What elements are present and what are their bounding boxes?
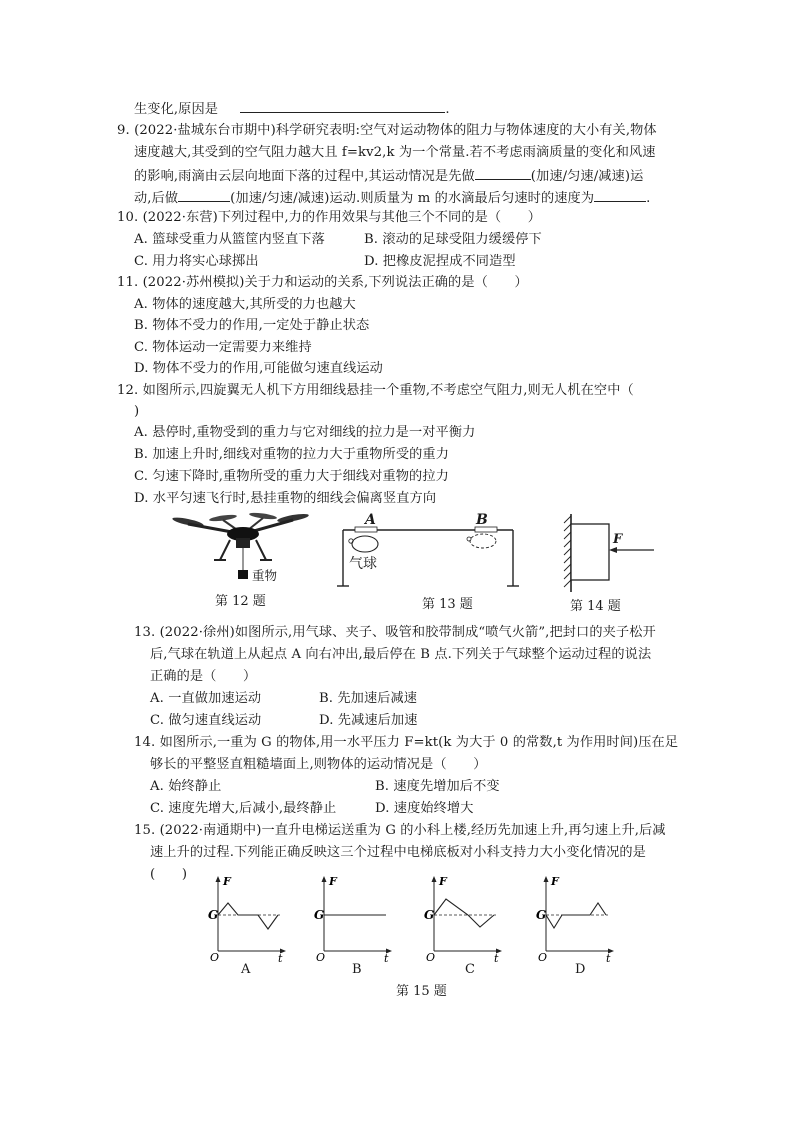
- q11-option-b[interactable]: B. 物体不受力的作用,一定处于静止状态: [134, 318, 370, 333]
- fig15-caption: 第 15 题: [396, 984, 447, 999]
- graph-d-o: O: [538, 951, 548, 963]
- graph-a-label: A: [241, 962, 251, 977]
- q14-option-a[interactable]: A. 始终静止: [150, 779, 222, 794]
- q11-option-c[interactable]: C. 物体运动一定需要力来维持: [134, 340, 312, 355]
- q13-option-c[interactable]: C. 做匀速直线运动: [150, 713, 262, 728]
- q12-stem-bracket: ): [134, 404, 140, 419]
- q15-line1: 15. (2022·南通期中)一直升电梯运送重为 G 的小科上楼,经历先加速上升,再匀速上升,后减: [134, 823, 666, 838]
- q14-option-b[interactable]: B. 速度先增加后不变: [375, 779, 500, 794]
- q12-option-d[interactable]: D. 水平匀速飞行时,悬挂重物的细线会偏离竖直方向: [134, 491, 437, 506]
- fig14-force-label: F: [613, 532, 623, 547]
- q14-option-d[interactable]: D. 速度始终增大: [375, 801, 474, 816]
- q12-option-c[interactable]: C. 匀速下降时,重物所受的重力大于细线对重物的拉力: [134, 469, 449, 484]
- fig13-point-b: B: [476, 512, 488, 528]
- graph-c-g: G: [424, 908, 435, 922]
- q12-option-b[interactable]: B. 加速上升时,细线对重物的拉力大于重物所受的重力: [134, 447, 449, 462]
- q13-line3: 正确的是（ ）: [150, 669, 257, 684]
- q13-line2: 后,气球在轨道上从起点 A 向右冲出,最后停在 B 点.下列关于气球整个运动过程的说法: [150, 647, 652, 662]
- fig13-balloon-label: 气球: [349, 556, 377, 572]
- q10-option-d[interactable]: D. 把橡皮泥捏成不同造型: [364, 254, 516, 269]
- q9-blank-3[interactable]: [594, 187, 646, 202]
- q15-line2: 速上升的过程.下列能正确反映这三个过程中电梯底板对小科支持力大小变化情况的是: [150, 845, 646, 860]
- q8-tail: 生变化,原因是 .: [134, 98, 450, 120]
- q10-option-a[interactable]: A. 篮球受重力从篮筐内竖直下落: [134, 232, 325, 247]
- q13-line1: 13. (2022·徐州)如图所示,用气球、夹子、吸管和胶带制成“喷气火箭”,把封口的夹子松开: [134, 625, 656, 640]
- graph-a[interactable]: [200, 873, 290, 963]
- q11-option-a[interactable]: A. 物体的速度越大,其所受的力也越大: [134, 297, 356, 312]
- q9-line4: 动,后做 (加速/匀速/减速)运动.则质量为 m 的水滴最后匀速时的速度为 .: [134, 187, 650, 209]
- graph-d-label: D: [575, 962, 586, 977]
- q14-line1: 14. 如图所示,一重为 G 的物体,用一水平压力 F=kt(k 为大于 0 的常数,t 为作用时间)压在足: [134, 735, 679, 750]
- wall-block-figure: [558, 510, 658, 596]
- q11-stem: 11. (2022·苏州模拟)关于力和运动的关系,下列说法正确的是（ ）: [117, 275, 528, 290]
- q13-option-a[interactable]: A. 一直做加速运动: [150, 691, 262, 706]
- q10-stem: 10. (2022·东营)下列过程中,力的作用效果与其他三个不同的是（ ）: [117, 210, 542, 225]
- q10-option-c[interactable]: C. 用力将实心球掷出: [134, 254, 259, 269]
- drone-weight-label: 重物: [252, 568, 278, 583]
- q8-answer-blank[interactable]: [240, 98, 445, 113]
- graph-b-g: G: [314, 908, 325, 922]
- graph-d-t: t: [606, 952, 611, 963]
- q9-line1: 9. (2022·盐城东台市期中)科学研究表明:空气对运动物体的阻力与物体速度的大小有关,物体: [117, 123, 657, 138]
- fig13-point-a: A: [365, 512, 376, 528]
- q13-option-b[interactable]: B. 先加速后减速: [319, 691, 418, 706]
- graph-b-o: O: [316, 951, 326, 963]
- q13-option-d[interactable]: D. 先减速后加速: [319, 713, 418, 728]
- fig12-caption: 第 12 题: [215, 594, 266, 609]
- graph-d-g: G: [536, 908, 547, 922]
- graph-c-f: F: [439, 875, 447, 888]
- q9-blank-2[interactable]: [178, 187, 230, 202]
- graph-b-t: t: [384, 952, 389, 963]
- graph-b-f: F: [329, 875, 337, 888]
- fig14-caption: 第 14 题: [570, 599, 621, 614]
- graph-a-f: F: [223, 875, 231, 888]
- drone-figure: [168, 508, 318, 588]
- q11-option-d[interactable]: D. 物体不受力的作用,可能做匀速直线运动: [134, 361, 383, 376]
- q14-option-c[interactable]: C. 速度先增大,后减小,最终静止: [150, 801, 337, 816]
- fig13-caption: 第 13 题: [422, 597, 473, 612]
- graph-c-t: t: [494, 952, 499, 963]
- q12-option-a[interactable]: A. 悬停时,重物受到的重力与它对细线的拉力是一对平衡力: [134, 425, 476, 440]
- q12-stem: 12. 如图所示,四旋翼无人机下方用细线悬挂一个重物,不考虑空气阻力,则无人机在空中（: [117, 383, 634, 398]
- graph-b[interactable]: [306, 873, 396, 963]
- q9-line2: 速度越大,其受到的空气阻力越大且 f=kv2,k 为一个常量.若不考虑雨滴质量的变化和风速: [134, 145, 656, 160]
- graph-d-f: F: [551, 875, 559, 888]
- graph-a-g: G: [208, 908, 219, 922]
- graph-d[interactable]: [528, 873, 618, 963]
- graph-b-label: B: [352, 962, 362, 977]
- q9-line3: 的影响,雨滴由云层向地面下落的过程中,其运动情况是先做 (加速/匀速/减速)运: [134, 165, 643, 187]
- graph-c-o: O: [426, 951, 436, 963]
- graph-a-t: t: [278, 952, 283, 963]
- graph-c-label: C: [465, 962, 475, 977]
- graph-a-o: O: [210, 951, 220, 963]
- q10-option-b[interactable]: B. 滚动的足球受阻力缓缓停下: [364, 232, 542, 247]
- graph-c[interactable]: [416, 873, 506, 963]
- q14-line2: 够长的平整竖直粗糙墙面上,则物体的运动情况是（ ）: [150, 757, 487, 772]
- q9-blank-1[interactable]: [475, 165, 531, 180]
- q15-line3: ( ): [150, 867, 188, 882]
